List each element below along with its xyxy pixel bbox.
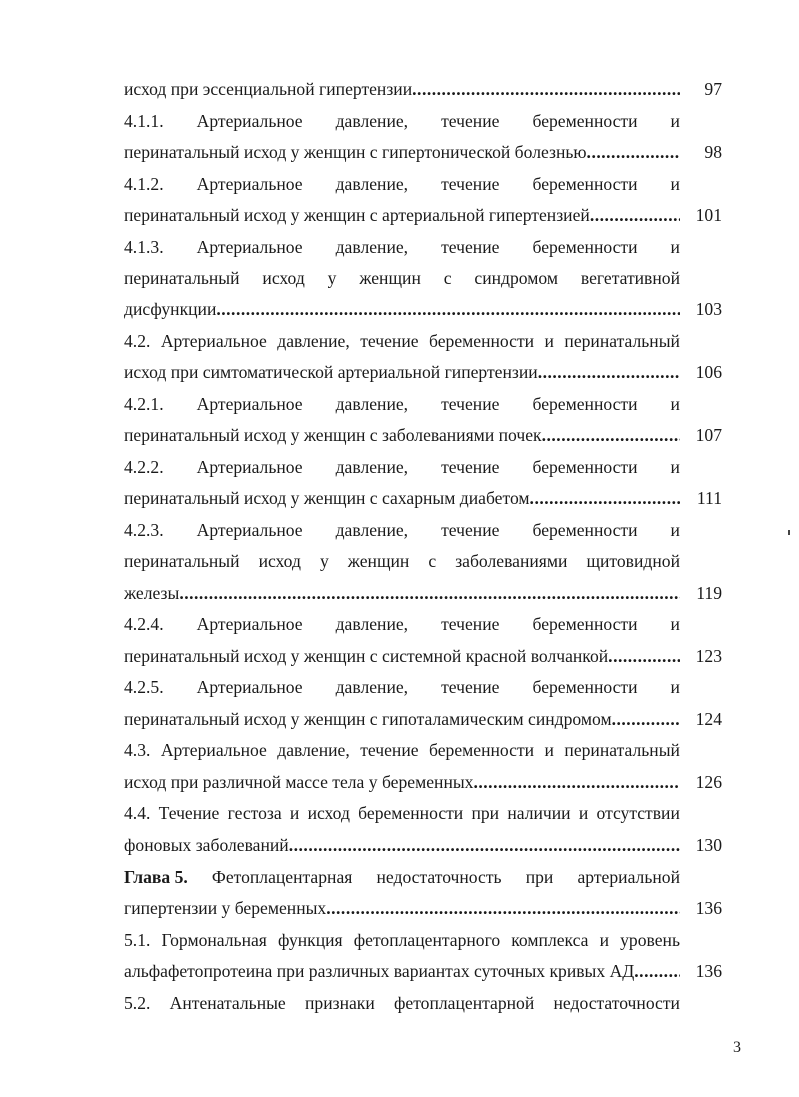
toc-line [124, 422, 680, 448]
toc-line [124, 296, 680, 322]
toc-text: уровень [620, 930, 680, 950]
toc-line [124, 485, 680, 511]
toc-text: 4.1.1. [124, 111, 164, 131]
toc-text: 4.1.3. [124, 237, 164, 257]
toc-line [124, 454, 680, 480]
toc-text: и [670, 677, 680, 697]
toc-page-number: 103 [695, 299, 722, 319]
toc-text: Артериальное [160, 740, 267, 760]
chapter-label: Глава 5. [124, 867, 188, 887]
toc-text: течение [441, 237, 500, 257]
scan-speck [788, 530, 790, 535]
toc-line [124, 990, 680, 1016]
toc-page-number: 126 [695, 772, 722, 792]
dot-leader [530, 485, 680, 511]
toc-text: беременности [358, 803, 464, 823]
toc-text: давление, [335, 520, 409, 540]
toc-text: 5.1. [124, 930, 151, 950]
toc-text: у [319, 551, 329, 571]
toc-text: Артериальное [196, 174, 303, 194]
toc-line [124, 643, 680, 669]
toc-text: беременности [532, 677, 638, 697]
toc-text: течение [441, 520, 500, 540]
toc-text: перинатальный исход у женщин с артериальной гипертензией [124, 205, 590, 225]
toc-text: исход при различной массе тела у беременных [124, 772, 474, 792]
toc-text: течение [360, 331, 419, 351]
toc-text: исход при симтоматической артериальной гипертензии [124, 362, 538, 382]
dot-leader [412, 76, 680, 102]
toc-text: гестоза [227, 803, 282, 823]
toc-text: Гормональная [161, 930, 267, 950]
toc-line [124, 76, 680, 102]
toc-page-number: 107 [695, 425, 722, 445]
toc-text: Артериальное [196, 614, 303, 634]
toc-line [124, 674, 680, 700]
toc-page-number: 111 [696, 488, 722, 508]
toc-text: перинатальный [564, 740, 680, 760]
toc-text: беременности [532, 457, 638, 477]
toc-line [124, 737, 680, 763]
toc-text: наличии [507, 803, 571, 823]
toc-text: Артериальное [196, 677, 303, 697]
dot-leader [587, 139, 680, 165]
toc-text: вегетативной [580, 268, 680, 288]
toc-page-number: 119 [696, 583, 722, 603]
toc-text: давление, [335, 174, 409, 194]
chapter-heading [124, 864, 680, 890]
dot-leader [538, 359, 680, 385]
toc-text: перинатальный исход у женщин с системной красной волчанкой [124, 646, 609, 666]
dot-leader [608, 643, 680, 669]
toc-text: перинатальный исход у женщин с сахарным диабетом [124, 488, 530, 508]
toc-line [124, 611, 680, 637]
toc-text: женщин [347, 551, 410, 571]
dot-leader [216, 296, 680, 322]
toc-text: перинатальный исход у женщин с гипоталамическим синдромом [124, 709, 612, 729]
toc-text: перинатальный исход у женщин с заболеваниями почек [124, 425, 542, 445]
toc-line [124, 769, 680, 795]
toc-text: течение [441, 457, 500, 477]
toc-text: перинатальный [124, 268, 240, 288]
toc-text: и [544, 740, 554, 760]
dot-leader [179, 580, 680, 606]
toc-text: комплекса [511, 930, 589, 950]
toc-text: 4.2.1. [124, 394, 164, 414]
toc-text: дисфункции [124, 299, 217, 319]
dot-leader [289, 832, 680, 858]
toc-line [124, 234, 680, 260]
toc-text: исход [258, 551, 301, 571]
dot-leader [590, 202, 680, 228]
toc-text: признаки [305, 993, 375, 1013]
toc-line [124, 800, 680, 826]
toc-text: исход [307, 803, 350, 823]
toc-text: Артериальное [196, 520, 303, 540]
toc-line [124, 202, 680, 228]
toc-text: беременности [532, 174, 638, 194]
toc-line [124, 548, 680, 574]
toc-line [124, 328, 680, 354]
toc-text: Течение [158, 803, 220, 823]
toc-text: и [578, 803, 589, 823]
toc-text: давление, [335, 111, 409, 131]
toc-text: Артериальное [196, 237, 303, 257]
toc-text: с [443, 268, 452, 288]
toc-text: 4.2. [124, 331, 151, 351]
toc-page-number: 101 [695, 205, 722, 225]
toc-text: давление, [277, 331, 350, 351]
toc-line [124, 108, 680, 134]
toc-text: давление, [335, 237, 409, 257]
toc-text: перинатальный исход у женщин с гипертонической болезнью [124, 142, 587, 162]
toc-text: Артериальное [160, 331, 267, 351]
toc-text: давление, [277, 740, 350, 760]
toc-text: женщин [359, 268, 421, 288]
toc-line [124, 927, 680, 953]
toc-text: 4.3. [124, 740, 151, 760]
toc-text: недостаточность [376, 867, 502, 887]
toc-text: синдромом [474, 268, 559, 288]
dot-leader [473, 769, 680, 795]
page-number: 3 [733, 1039, 741, 1056]
toc-text: фетоплацентарной [394, 993, 535, 1013]
toc-text: 4.2.3. [124, 520, 164, 540]
toc-text: и [289, 803, 300, 823]
toc-text: функция [278, 930, 343, 950]
toc-text: исход при эссенциальной гипертензии [124, 79, 413, 99]
toc-text: давление, [335, 677, 409, 697]
toc-text: и [670, 111, 680, 131]
toc-text: у [327, 268, 337, 288]
toc-page-number: 136 [695, 898, 722, 918]
toc-text: давление, [335, 457, 409, 477]
toc-text: артериальной [577, 867, 680, 887]
toc-text: и [670, 457, 680, 477]
toc-text: 4.2.5. [124, 677, 164, 697]
toc-text: и [670, 237, 680, 257]
toc-text: с [428, 551, 437, 571]
toc-text: беременности [532, 520, 638, 540]
toc-text: беременности [532, 111, 638, 131]
toc-text: щитовидной [586, 551, 680, 571]
toc-line [124, 171, 680, 197]
toc-text: течение [441, 677, 500, 697]
toc-text: Артериальное [196, 394, 303, 414]
toc-text: и [544, 331, 554, 351]
toc-line [124, 895, 680, 921]
toc-text: Фетоплацентарная [211, 867, 353, 887]
toc-text: и [670, 394, 680, 414]
toc-text: течение [441, 394, 500, 414]
toc-text: перинатальный [564, 331, 680, 351]
toc-text: Артериальное [196, 111, 303, 131]
toc-line [124, 265, 680, 291]
toc-text: недостаточности [553, 993, 680, 1013]
toc-page-number: 136 [695, 961, 722, 981]
toc-line [124, 391, 680, 417]
toc-text: и [670, 614, 680, 634]
toc-text: фоновых заболеваний [124, 835, 289, 855]
toc-text: беременности [429, 740, 535, 760]
toc-text: 4.1.2. [124, 174, 164, 194]
toc-text: 4.2.4. [124, 614, 164, 634]
toc-line [124, 580, 680, 606]
toc-line [124, 958, 680, 984]
toc-text: и [670, 174, 680, 194]
dot-leader [542, 422, 680, 448]
toc-line [124, 359, 680, 385]
toc-text: 5.2. [124, 993, 151, 1013]
toc-line [124, 706, 680, 732]
toc-text: железы [124, 583, 180, 603]
toc-line [124, 832, 680, 858]
toc-text: отсутствии [596, 803, 680, 823]
toc-text: Антенатальные [169, 993, 286, 1013]
toc-page-number: 98 [704, 142, 722, 162]
toc-text: исход [262, 268, 305, 288]
toc-text: 4.4. [124, 803, 151, 823]
toc-line [124, 517, 680, 543]
toc-text: заболеваниями [455, 551, 568, 571]
toc-text: давление, [335, 394, 409, 414]
toc-text: беременности [532, 237, 638, 257]
toc-text: и [670, 520, 680, 540]
toc-text: течение [360, 740, 419, 760]
toc-page-number: 130 [695, 835, 722, 855]
toc-text: и [599, 930, 610, 950]
toc-text: течение [441, 111, 500, 131]
dot-leader [634, 958, 680, 984]
toc-text: течение [441, 174, 500, 194]
toc-page-number: 123 [695, 646, 722, 666]
toc-text: давление, [335, 614, 409, 634]
toc-line [124, 139, 680, 165]
toc-text: при [471, 803, 500, 823]
toc-text: 4.2.2. [124, 457, 164, 477]
dot-leader [326, 895, 680, 921]
toc-text: течение [441, 614, 500, 634]
toc-page-number: 97 [704, 79, 722, 99]
toc-text: альфафетопротеина при различных вариантах суточных кривых АД [124, 961, 635, 981]
toc-page-number: 106 [695, 362, 722, 382]
toc-text: гипертензии у беременных [124, 898, 327, 918]
toc-text: фетоплацентарного [353, 930, 501, 950]
toc-text: перинатальный [124, 551, 240, 571]
toc-text: беременности [532, 614, 638, 634]
toc-page-number: 124 [695, 709, 722, 729]
toc-text: Артериальное [196, 457, 303, 477]
toc-text: беременности [532, 394, 638, 414]
dot-leader [612, 706, 680, 732]
toc-text: беременности [429, 331, 535, 351]
toc-text: при [525, 867, 554, 887]
